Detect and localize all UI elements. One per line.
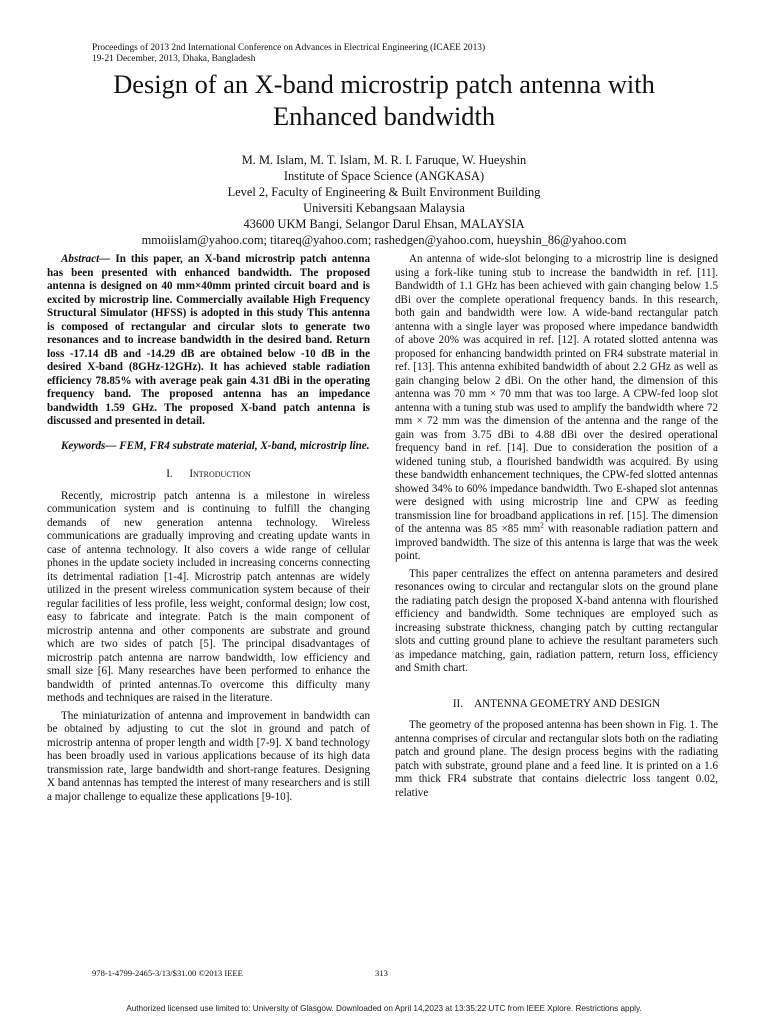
intro-paragraph-2: The miniaturization of antenna and improvement in bandwidth can be obtained by adjusting to cut the slot in ground and patch of microstrip antenna of proper length and width [7-9]. X band technology has been broadly used in various applications because of its high data transmission rate, large bandwidth and short-range features. Designing X band antennas has tempted the interest of many researchers and is still a major challenge to equalize these applications [9-10]. (47, 709, 370, 803)
section-2-title: ANTENNA GEOMETRY AND DESIGN (474, 697, 661, 710)
affiliation-1: Institute of Space Science (ANGKASA) (283, 169, 485, 183)
intro-paragraph-3-part-2: with reasonable radiation pattern and improved bandwidth. The size of this antenna is large that was the week point. (395, 523, 718, 562)
section-1-number: I. (166, 468, 173, 480)
author-block (100, 152, 668, 248)
proceedings-header (92, 43, 485, 65)
right-column (395, 253, 718, 804)
title-line-2: Enhanced bandwidth (272, 101, 496, 131)
geometry-paragraph-1: The geometry of the proposed antenna has been shown in Fig. 1. The antenna comprises of circular and rectangular slots both on the radiating patch and ground plane. The design process begins with the radiating patch with substrate, ground plane and a feed line. It is printed on a 1.6 mm thick FR4 substrate that contains dielectric loss tangent 0.02, relative (395, 719, 718, 799)
left-column (47, 253, 370, 808)
author-emails: mmoiislam@yahoo.com; titareq@yahoo.com; rashedgen@yahoo.com, hueyshin_86@yahoo.com (141, 233, 627, 247)
affiliation-4: 43600 UKM Bangi, Selangor Darul Ehsan, MALAYSIA (243, 217, 525, 231)
proceedings-line-2: 19-21 December, 2013, Dhaka, Bangladesh (92, 54, 256, 64)
abstract (47, 253, 370, 429)
keywords (47, 440, 370, 454)
intro-paragraph-3 (395, 253, 718, 564)
page-number: 313 (375, 968, 388, 978)
affiliation-3: Universiti Kebangsaan Malaysia (303, 201, 465, 215)
superscript-2: 2 (540, 521, 544, 530)
section-2-heading (395, 698, 718, 712)
abstract-label: Abstract— (61, 253, 111, 265)
section-1-heading (47, 468, 370, 482)
section-1-title: Introduction (189, 468, 251, 480)
license-notice: Authorized licensed use limited to: University of Glasgow. Downloaded on April 14,2023 at 13:35:22 UTC from IEEE Xplore. Restrictions apply. (126, 1004, 642, 1013)
isbn-line: 978-1-4799-2465-3/13/$31.00 ©2013 IEEE (92, 968, 243, 978)
affiliation-2: Level 2, Faculty of Engineering & Built Environment Building (227, 185, 541, 199)
intro-paragraph-1: Recently, microstrip patch antenna is a milestone in wireless communication system and is continuing to fulfill the changing demands of new generation antenna technology. Wireless communications are gradually improving and creating update wants in case of antenna technology. It also covers a wide range of cellular phones in the update society included in increasing concerns connecting its detrimental radiation [1-4]. Microstrip patch antennas are widely utilized in the present wireless communication system because of their regular facilities of less profile, less weight, conformal design; low cost, easy to fabricate and integrate. Patch is the main component of microstrip antenna and other components are substrate and ground which are two sides of patch [5]. The principal disadvantages of microstrip patch antenna are narrow bandwidth, low efficiency and small size [6]. Many researches have been performed to enhance the bandwidth of printed antennas.To overcome this difficulty many methods and techniques are raised in the literature. (47, 489, 370, 704)
proceedings-line-1: Proceedings of 2013 2nd International Conference on Advances in Electrical Engineering (ICAEE 2013) (92, 43, 486, 53)
intro-paragraph-3-part-1: An antenna of wide-slot belonging to a microstrip line is designed using a fork-like tuning stub to increase the bandwidth in ref. [11]. Bandwidth of 1.1 GHz has been achieved with gain changing below 1.5 dBi over the complete operational frequency bands. In this research, both gain and bandwidth were low. A wide-band rectangular patch antenna with a single layer was proposed where impedance bandwidth of above 20% was acquired in ref. [12]. A rotated slotted antenna was proposed for enhancing bandwidth printed on FR4 substrate material in ref. [13]. This antenna exhibited bandwidth of about 2.2 GHz as well as gain changing below 2 dBi. On the other hand, the dimension of this antenna was 70 mm × 70 mm that was too large. A CPW-fed loop slot antenna with a tuning stub was used to amplify the bandwidth where 72 mm × 72 mm was the dimension of the antenna and the range of the gain was from 3.75 dBi to 4.88 dBi over the desired operational frequency band in ref. [14]. Due to consideration the position of a widened tuning stub, a flourished bandwidth was acquired. By using these bandwidth enhancement techniques, the CPW-fed slotted antennas showed 34% to 60% impedance bandwidth. Two E-shaped slot antennas were designed with using microstrip line and CPW as feeding transmission line for broadband applications in ref. [15]. The dimension of the antenna was 85 ×85 mm (395, 253, 718, 535)
abstract-text: In this paper, an X-band microstrip patch antenna has been presented with enhanced bandwidth. The proposed antenna is designed on 40 mm×40mm printed circuit board and is excited by microstrip line. Commercially available High Frequency Structural Simulator (HFSS) is adopted in this study This antenna is composed of rectangular and circular slots to generate two resonances and to increase bandwidth in the desired band. Return loss -17.14 dB and -14.29 dB are obtained below -10 dB in the desired X-band (8GHz-12GHz). It has achieved stable radiation efficiency 78.85% with average peak gain 4.31 dBi in the operating frequency band. The proposed antenna has an impedance bandwidth 1.59 GHz. The proposed X-band patch antenna is discussed and presented in detail. (47, 253, 370, 427)
keywords-label: Keywords— (61, 439, 117, 452)
title-line-1: Design of an X-band microstrip patch antenna with (113, 69, 655, 99)
author-names: M. M. Islam, M. T. Islam, M. R. I. Faruque, W. Hueyshin (241, 153, 527, 167)
intro-paragraph-4: This paper centralizes the effect on antenna parameters and desired resonances owing to circular and rectangular slots on the ground plane the radiating patch design the proposed X-band antenna with flourished efficiency and bandwidth. Some techniques are employed such as increasing substrate thickness, changing patch by cutting rectangular slots and cutting ground plane to achieve the resultant parameters such as impedance matching, gain, radiation pattern, return loss, efficiency and Smith chart. (395, 567, 718, 674)
keywords-text: FEM, FR4 substrate material, X-band, microstrip line. (116, 439, 370, 452)
paper-title (40, 68, 728, 132)
section-2-number: II. (452, 697, 464, 710)
